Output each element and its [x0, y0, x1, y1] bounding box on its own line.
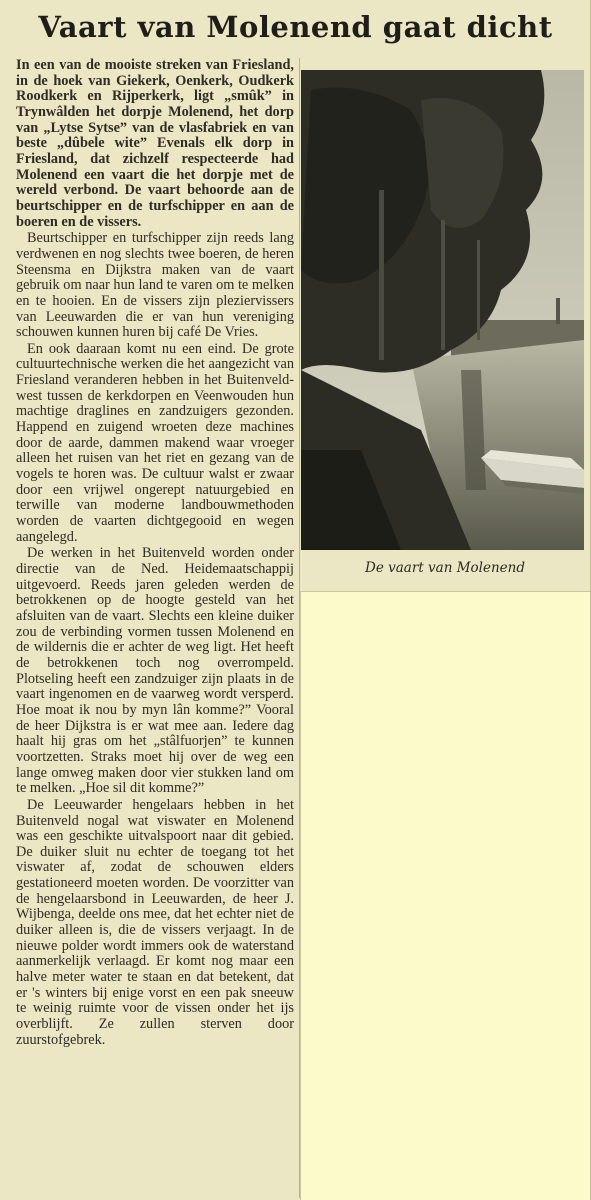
article-paragraph-lead: In een van de mooiste streken van Friesland, in de hoek van Giekerk, Oenkerk, Oudkerk Roodkerk en Rijperkerk, ligt „smûk” in Trynwâlden het dorpje Molenend, het dorp van „Lytse Sytse” van de vlasfabriek en van beste „dûbele wite” Evenals elk dorp in Friesland, dat zichzelf respecteerde had Molenend een vaart die het dorpje met de wereld verbond. De vaart behoorde aan de beurtschipper en de turfschipper en aan de boeren en de vissers.: [16, 57, 294, 230]
blank-panel: [300, 591, 591, 1200]
article-column: [16, 58, 294, 1048]
canal-photo-image: [301, 70, 584, 550]
canal-photo: [301, 70, 584, 550]
article-paragraph: Beurtschipper en turfschipper zijn reeds lang verdwenen en nog slechts twee boeren, de heren Steensma en Dijkstra maken van de vaart gebruik om naar hun land te varen om te melken en te hooien. En de vissers zijn pleziervissers van Leeuwarden die er van hun vereniging schouwen kunnen huren bij café De Vries.: [16, 230, 294, 341]
article-paragraph: En ook daaraan komt nu een eind. De grote cultuurtechnische werken die het aangezicht van Friesland veranderen hebben in het Buitenveld-west tussen de kerkdorpen en Veenwouden hun machtige draglines en zandzuigers gezonden. Happend en zuigend wroeten deze machines door de aarde, dammen makend waar vroeger alleen het ruisen van het riet en gezang van de vogels te horen was. De cultuur walst er zwaar door een vrijwel ongerept natuurgebied en terwille van moderne landbouwmethoden worden de vaarten dichtgegooid en wegen aangelegd.: [16, 340, 294, 545]
article-title: Vaart van Molenend gaat dicht: [38, 10, 553, 44]
photo-caption: De vaart van Molenend: [365, 560, 525, 576]
article-paragraph: De Leeuwarder hengelaars hebben in het Buitenveld nogal wat viswater en Molenend was een geschikte uitvalspoort naar dit gebied. De duiker sluit nu echter de toegang tot het viswater af, zodat de schouwen elders gestationeerd moeten worden. De voorzitter van de hengelaarsbond in Leeuwarden, de heer J. Wijbenga, deelde ons mee, dat het echter niet de duiker alleen is, die de vissers verjaagt. In de nieuwe polder wordt immers ook de waterstand aanmerkelijk verlaagd. Er komt nog maar een halve meter water te staan en dat betekent, dat er 's winters bij enige vorst en een pak sneeuw te weinig ruimte voor de vissen onder het ijs overblijft. Ze zullen sterven door zuurstofgebrek.: [16, 796, 294, 1048]
article-paragraph: De werken in het Buitenveld worden onder directie van de Ned. Heidemaatschappij uitgevoerd. Reeds jaren geleden werden de betrokkenen op de hoogte gesteld van het afsluiten van de vaart. Slechts een kleine duiker zou de verbinding vormen tussen Molenend en de wildernis die er achter de weg ligt. Het heeft de betrokkenen toch nog overrompeld. Plotseling heeft een zandzuiger zijn plaats in de vaart ingenomen en de vaarweg wordt versperd. Hoe moat ik nou by myn lân komme?” Vooral de heer Dijkstra is er wat mee aan. Iedere dag haalt hij gras om het „stâlfuorjen” te kunnen voortzetten. Straks moet hij over de weg een lange omweg maken door vier stukken land om te melken. „Hoe sil dit komme?”: [16, 545, 294, 797]
